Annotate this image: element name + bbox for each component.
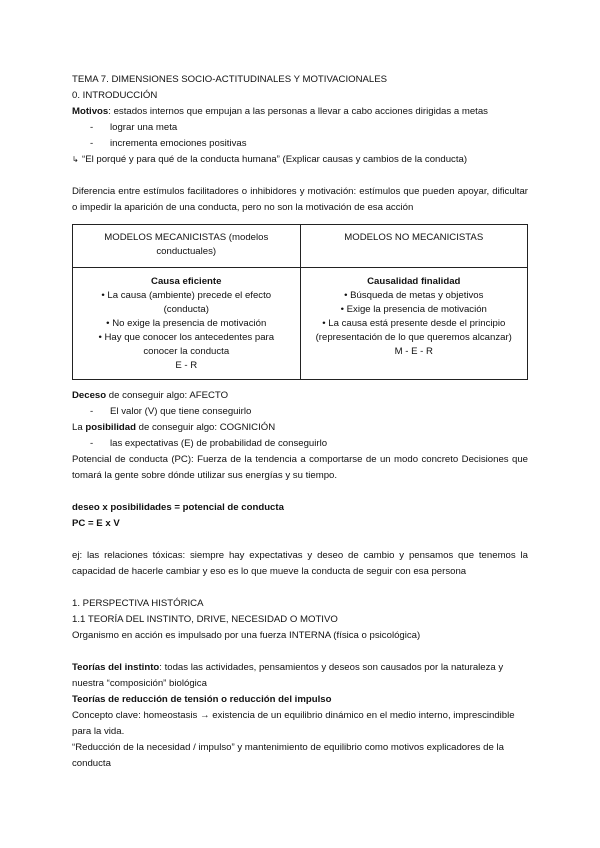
return-arrow-icon: ↳: [72, 155, 79, 164]
table-header-mecanicistas: MODELOS MECANICISTAS (modelos conductuales): [73, 225, 301, 268]
table-cell-no-mecanicistas: [300, 268, 528, 380]
list-item-text: lograr una meta: [110, 122, 178, 133]
motivos-text: : estados internos que empujan a las personas a llevar a cabo acciones dirigidas a metas: [108, 106, 488, 117]
motivos-label: Motivos: [72, 106, 109, 117]
motivos-definition-line: [72, 152, 528, 168]
deceso-label: Deceso: [72, 390, 107, 401]
deceso-text: de conseguir algo: AFECTO: [106, 390, 229, 401]
formula-line: deseo x posibilidades = potencial de conducta: [72, 502, 284, 513]
section-heading-instinto: 1.1 TEORÍA DEL INSTINTO, DRIVE, NECESIDAD O MOTIVO: [72, 614, 338, 625]
dash-bullet-icon: -: [90, 406, 94, 417]
instinto-text: : todas las actividades, pensamientos y deseos son causados por la naturaleza y nuestra “composición” biológica: [72, 662, 504, 689]
document-title: TEMA 7. DIMENSIONES SOCIO-ACTITUDINALES Y MOTIVACIONALES: [72, 74, 388, 85]
table-header-no-mecanicistas: MODELOS NO MECANICISTAS: [300, 225, 528, 268]
posibilidad-paragraph: [72, 420, 528, 436]
models-table: [72, 224, 528, 380]
list-item: [72, 136, 528, 152]
reduccion-heading: Teorías de reducción de tensión o reducción del impulso: [72, 694, 332, 705]
dash-bullet-icon: -: [90, 438, 94, 449]
potencial-paragraph: Potencial de conducta (PC): Fuerza de la tendencia a comportarse de un modo concreto Decisiones que tomará la gente sobre dónde utilizar sus energías y su tiempo.: [72, 454, 528, 481]
cell-formula: E - R: [175, 360, 198, 371]
list-item: [72, 436, 528, 452]
posibilidad-prefix: La: [72, 422, 86, 433]
list-item-text: las expectativas (E) de probabilidad de conseguirlo: [110, 438, 328, 449]
ejemplo-paragraph: ej: las relaciones tóxicas: siempre hay expectativas y deseo de cambio y pensamos que tenemos la capacidad de hacerle cambiar y eso es lo que mueve la conducta de seguir con esa persona: [72, 550, 528, 577]
section-heading-intro: 0. INTRODUCCIÓN: [72, 90, 158, 101]
list-item: [72, 120, 528, 136]
deceso-paragraph: [72, 388, 528, 404]
cell-title: Causalidad finalidad: [367, 276, 461, 287]
posibilidad-label: posibilidad: [85, 422, 136, 433]
cell-line: • No exige la presencia de motivación: [106, 318, 267, 329]
cell-line: • Exige la presencia de motivación: [340, 304, 487, 315]
list-item: [72, 404, 528, 420]
dash-bullet-icon: -: [90, 138, 94, 149]
motivos-definition-text: “El porqué y para qué de la conducta humana” (Explicar causas y cambios de la conducta): [82, 154, 468, 165]
dash-bullet-icon: -: [90, 122, 94, 133]
cell-line: • Hay que conocer los antecedentes para conocer la conducta: [98, 332, 275, 357]
concepto-paragraph: Concepto clave: homeostasis → existencia de un equilibrio dinámico en el medio interno, imprescindible para la vida.: [72, 710, 515, 737]
cell-line: • Búsqueda de metas y objetivos: [344, 290, 484, 301]
cell-line: • La causa está presente desde el principio (representación de lo que queremos alcanzar): [315, 318, 512, 343]
section-heading-historica: 1. PERSPECTIVA HISTÓRICA: [72, 598, 204, 609]
cell-title: Causa eficiente: [151, 276, 222, 287]
table-row: [73, 268, 528, 380]
instinto-paragraph: [72, 660, 528, 692]
document-content: [72, 72, 528, 772]
cell-line: • La causa (ambiente) precede el efecto (conducta): [101, 290, 272, 315]
table-cell-mecanicistas: [73, 268, 301, 380]
motivos-paragraph: [72, 104, 528, 120]
reduccion-paragraph: “Reducción de la necesidad / impulso” y mantenimiento de equilibrio como motivos explicadores de la conducta: [72, 742, 504, 769]
list-item-text: incrementa emociones positivas: [110, 138, 247, 149]
instinto-label: Teorías del instinto: [72, 662, 160, 673]
diferencia-paragraph: Diferencia entre estímulos facilitadores o inhibidores y motivación: estímulos que pueden apoyar, dificultar o impedir la aparición de una conducta, pero no son la motivación de esa acción: [72, 186, 528, 213]
cell-formula: M - E - R: [394, 346, 433, 357]
table-header-row: [73, 225, 528, 268]
list-item-text: El valor (V) que tiene conseguirlo: [110, 406, 252, 417]
posibilidad-text: de conseguir algo: COGNICIÓN: [135, 422, 276, 433]
formula-line: PC = E x V: [72, 518, 120, 529]
organismo-paragraph: Organismo en acción es impulsado por una fuerza INTERNA (física o psicológica): [72, 630, 421, 641]
